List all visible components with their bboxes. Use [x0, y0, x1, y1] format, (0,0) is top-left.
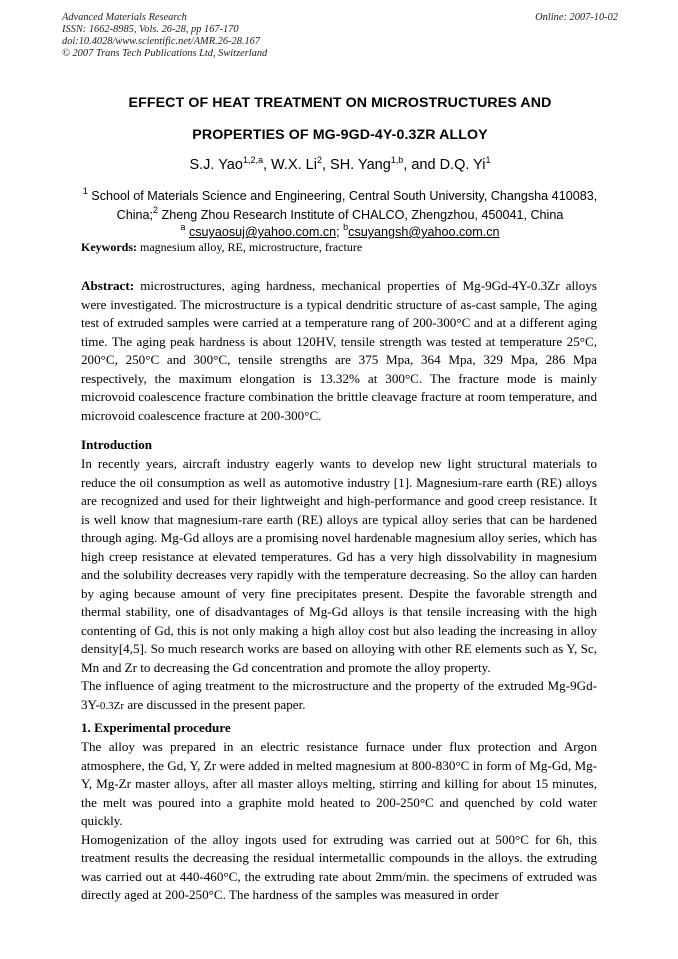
affiliation-text: China;: [116, 208, 154, 222]
abstract-text: microstructures, aging hardness, mechanical properties of Mg-9Gd-4Y-0.3Zr alloys were investigated. The microstructure is a typical dendritic structure of as-cast sample, The aging test of extruded samples were carried at a temperature rang of 200-300°C and at a different aging time. The aging peak hardness is about 120HV, tensile strength was tested at temperature 25°C, 200°C, 250°C and 300°C, tensile strengths are 375 Mpa, 364 Mpa, 329 Mpa, 286 Mpa respectively, the maximum elongation is 13.32% at 300°C. The fracture mode is mainly microvoid coalescence fracture combination the brittle cleavage fracture at room temperature, and microvoid coalescence fracture at 200-300°C.: [81, 278, 597, 423]
section-heading-experimental: 1. Experimental procedure: [81, 720, 231, 735]
keywords-text: magnesium alloy, RE, microstructure, fracture: [137, 240, 363, 254]
author-name: , W.X. Li: [262, 157, 317, 173]
email-separator: ;: [336, 225, 344, 239]
online-date: Online: 2007-10-02: [535, 12, 618, 23]
author-name: S.J. Yao: [189, 157, 243, 173]
doi-line: doi:10.4028/www.scientific.net/AMR.26-28.167: [62, 36, 261, 47]
paragraph-text: 0.3Zr: [99, 699, 125, 712]
paragraph: The alloy was prepared in an electric resistance furnace under flux protection and Argon atmosphere, the Gd, Y, Zr were added in melted magnesium at 800-830°C in form of Mg-Gd, Mg-Y, Mg-Zr master alloys, after all master alloys melting, stirring and killing for about 15 minutes, the melt was poured into a graphite mold heated to 200-250°C and quenched by cold water quickly.: [81, 739, 597, 828]
keywords: [81, 240, 621, 255]
affiliation-text: Zheng Zhou Research Institute of CHALCO, Zhengzhou, 450041, China: [158, 208, 564, 222]
abstract: [81, 277, 597, 425]
journal-header: [62, 12, 618, 60]
email-mark: a: [180, 222, 186, 232]
author-affiliation-mark: 2: [316, 155, 322, 165]
paper-title-line-2: PROPERTIES OF MG-9GD-4Y-0.3ZR ALLOY: [192, 127, 488, 143]
paragraph: Homogenization of the alloy ingots used for extruding was carried out at 500°C for 6h, this treatment results the decreasing the residual intermetallic compounds in the alloys. the extruding was carried out at 440-460°C, the extruding rate about 2mm/min. the specimens of extruded was directly aged at 200-250°C. The hardness of the samples was measured in order: [81, 831, 597, 902]
issn-line: ISSN: 1662-8985, Vols. 26-28, pp 167-170: [62, 24, 239, 35]
affiliation-text: School of Materials Science and Engineering, Central South University, Changsha 410083,: [87, 189, 598, 203]
paragraph-text: are discussed in the present paper.: [124, 696, 306, 712]
paragraph: [81, 677, 597, 715]
author-affiliation-mark: 1,b: [390, 155, 404, 165]
author-name: , SH. Yang: [321, 157, 391, 173]
copyright-line: © 2007 Trans Tech Publications Ltd, Switzerland: [62, 48, 268, 59]
email-link-a[interactable]: csuyaosuj@yahoo.com.cn: [188, 225, 337, 239]
email-mark: b: [343, 222, 349, 232]
introduction-body: [81, 455, 597, 715]
affiliation-mark: 2: [153, 205, 159, 215]
abstract-label: Abstract:: [81, 278, 135, 293]
author-affiliation-mark: 1,2,a: [242, 155, 263, 165]
section-heading-introduction: Introduction: [81, 437, 153, 452]
affiliation-line-1: [62, 187, 618, 206]
affiliation-mark: 1: [82, 186, 88, 196]
experimental-body: [81, 738, 597, 905]
author-name: , and D.Q. Yi: [403, 157, 486, 173]
author-affiliation-mark: 1: [485, 155, 491, 165]
author-list: [62, 157, 618, 173]
journal-name: Advanced Materials Research: [62, 12, 187, 23]
paragraph-text: The influence of aging treatment to the microstructure and the property of the extruded Mg-9Gd-3Y-: [81, 678, 597, 712]
paragraph: In recently years, aircraft industry eagerly wants to develop new light structural materials to reduce the oil consumption as well as automotive industry [1]. Magnesium-rare earth (RE) alloys are recognized and used for their lightweight and high-performance and good creep resistance. It is well know that magnesium-rare earth (RE) alloys are typical alloy series that can be hardened through aging. Mg-Gd alloys are a promising novel hardenable magnesium alloy series, which has high creep resistance at elevated temperatures. Gd has a very high dissolvability in magnesium and the solubility decreases very rapidly with the temperature decreasing. So the alloy can harden by aging because amount of very fine precipitates present. Despite the favorable strength and thermal stability, one of disadvantages of Mg-Gd alloys is that tensile increasing with the high contenting of Gd, this is not only making a high alloy cost but also leading the increasing in alloy density[4,5]. So much research works are based on alloying with other RE elements such as Y, Sc, Mn and Zr to decreasing the Gd concentration and promote the alloy property.: [81, 456, 597, 675]
keywords-label: Keywords:: [81, 240, 137, 254]
email-link-b[interactable]: csuyangsh@yahoo.com.cn: [348, 225, 500, 239]
paper-title-line-1: EFFECT OF HEAT TREATMENT ON MICROSTRUCTURES AND: [128, 95, 552, 111]
